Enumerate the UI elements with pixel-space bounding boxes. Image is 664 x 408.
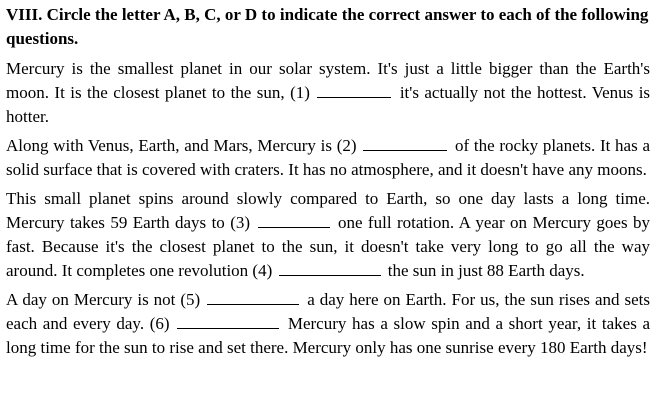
answer-blank-2 — [363, 136, 447, 151]
paragraph-2-text-b: of the rocky planets. It has a solid surface that is covered with craters. It has no atmosphere, and it doesn't have any moons. — [6, 136, 650, 179]
answer-blank-5 — [207, 290, 299, 305]
answer-blank-4 — [279, 261, 381, 276]
answer-blank-3 — [258, 213, 330, 228]
paragraph-1-text-a: Mercury is the smallest planet in our solar system. It's just a little bigger than the Earth's moon. It is the closest planet to the sun, (1) — [6, 59, 650, 102]
paragraph-4-text-b: a day here on Earth. For us, the sun rises and sets each and every day. (6) — [6, 290, 650, 333]
passage-paragraph-3 — [6, 187, 650, 283]
paragraph-3-text-a: This small planet spins around slowly compared to Earth, so one day lasts a long time. Mercury takes 59 Earth days to (3) — [6, 189, 650, 232]
answer-blank-1 — [317, 83, 391, 98]
passage-paragraph-1 — [6, 57, 650, 129]
passage-paragraph-4 — [6, 288, 650, 360]
passage-paragraph-2 — [6, 134, 650, 182]
section-heading: VIII. Circle the letter A, B, C, or D to indicate the correct answer to each of the following questions. — [6, 5, 649, 48]
answer-blank-6 — [177, 314, 279, 329]
paragraph-3-text-b: one full rotation. A year on Mercury goes by fast. Because it's the closest planet to the sun, it doesn't take very long to go all the way around. It completes one revolution (4) — [6, 213, 651, 280]
paragraph-3-text-c: the sun in just 88 Earth days. — [387, 261, 585, 280]
paragraph-1-text-b: it's actually not the hottest. Venus is hotter. — [6, 83, 651, 126]
paragraph-2-text-a: Along with Venus, Earth, and Mars, Mercury is (2) — [6, 136, 357, 155]
paragraph-4-text-c: Mercury has a slow spin and a short year, it takes a long time for the sun to rise and set there. Mercury only has one sunrise every 180 Earth days! — [6, 314, 651, 357]
paragraph-4-text-a: A day on Mercury is not (5) — [6, 290, 201, 309]
